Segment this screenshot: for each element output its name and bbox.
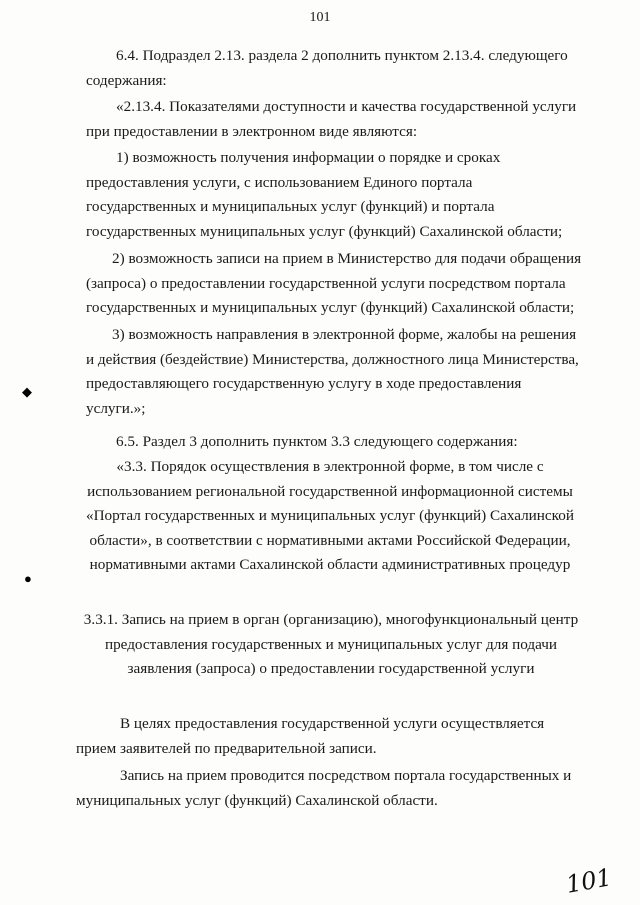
para-2-13-4-heading: «2.13.4. Показателями доступности и качества государственной услуги при предоставлении в электронном виде являются: xyxy=(86,98,577,140)
handwritten-page-number: 101 xyxy=(564,863,615,899)
margin-mark: ● xyxy=(24,571,32,586)
list-item: 3) возможность направления в электронной форме, жалобы на решения и действия (бездействие) Министерства, должностного лица Министерства, предоставляющего государственную услугу в ходе предоставления услуги.»; xyxy=(86,326,579,417)
section-paragraph: В целях предоставления государственной услуги осуществляется прием заявителей по предварительной записи. xyxy=(76,715,545,757)
section-3-3-1-title: 3.3.1. Запись на прием в орган (организацию), многофункциональный центр предоставления государственных и муниципальных услуг для подачи заявления (запроса) о предоставлении государственной услуги xyxy=(83,611,579,678)
section-paragraph: Запись на прием проводится посредством портала государственных и муниципальных услуг (функций) Сахалинской области. xyxy=(76,767,572,809)
para-6-4-intro: 6.4. Подраздел 2.13. раздела 2 дополнить пунктом 2.13.4. следующего содержания: xyxy=(86,47,568,89)
page-number: 101 xyxy=(309,10,331,25)
list-item: 1) возможность получения информации о порядке и сроках предоставления услуги, с использованием Единого портала государственных и муниципальных услуг (функций) и портала государственных муниципальных услуг (функций) Сахалинской области; xyxy=(86,149,563,240)
para-3-3-heading: «3.3. Порядок осуществления в электронной форме, в том числе с использованием региональной государственной информационной системы «Портал государственных и муниципальных услуг (функций) Сахалинской области», в соответствии с нормативными актами Российской Федерации, нормативными актами Сахалинской области административных процедур xyxy=(85,458,575,574)
para-6-5-intro: 6.5. Раздел 3 дополнить пунктом 3.3 следующего содержания: xyxy=(116,433,518,450)
margin-mark: ◆ xyxy=(22,384,32,399)
list-item: 2) возможность записи на прием в Министерство для подачи обращения (запроса) о предоставлении государственной услуги посредством портала государственных и муниципальных услуг (функций) Сахалинской области; xyxy=(86,250,582,317)
